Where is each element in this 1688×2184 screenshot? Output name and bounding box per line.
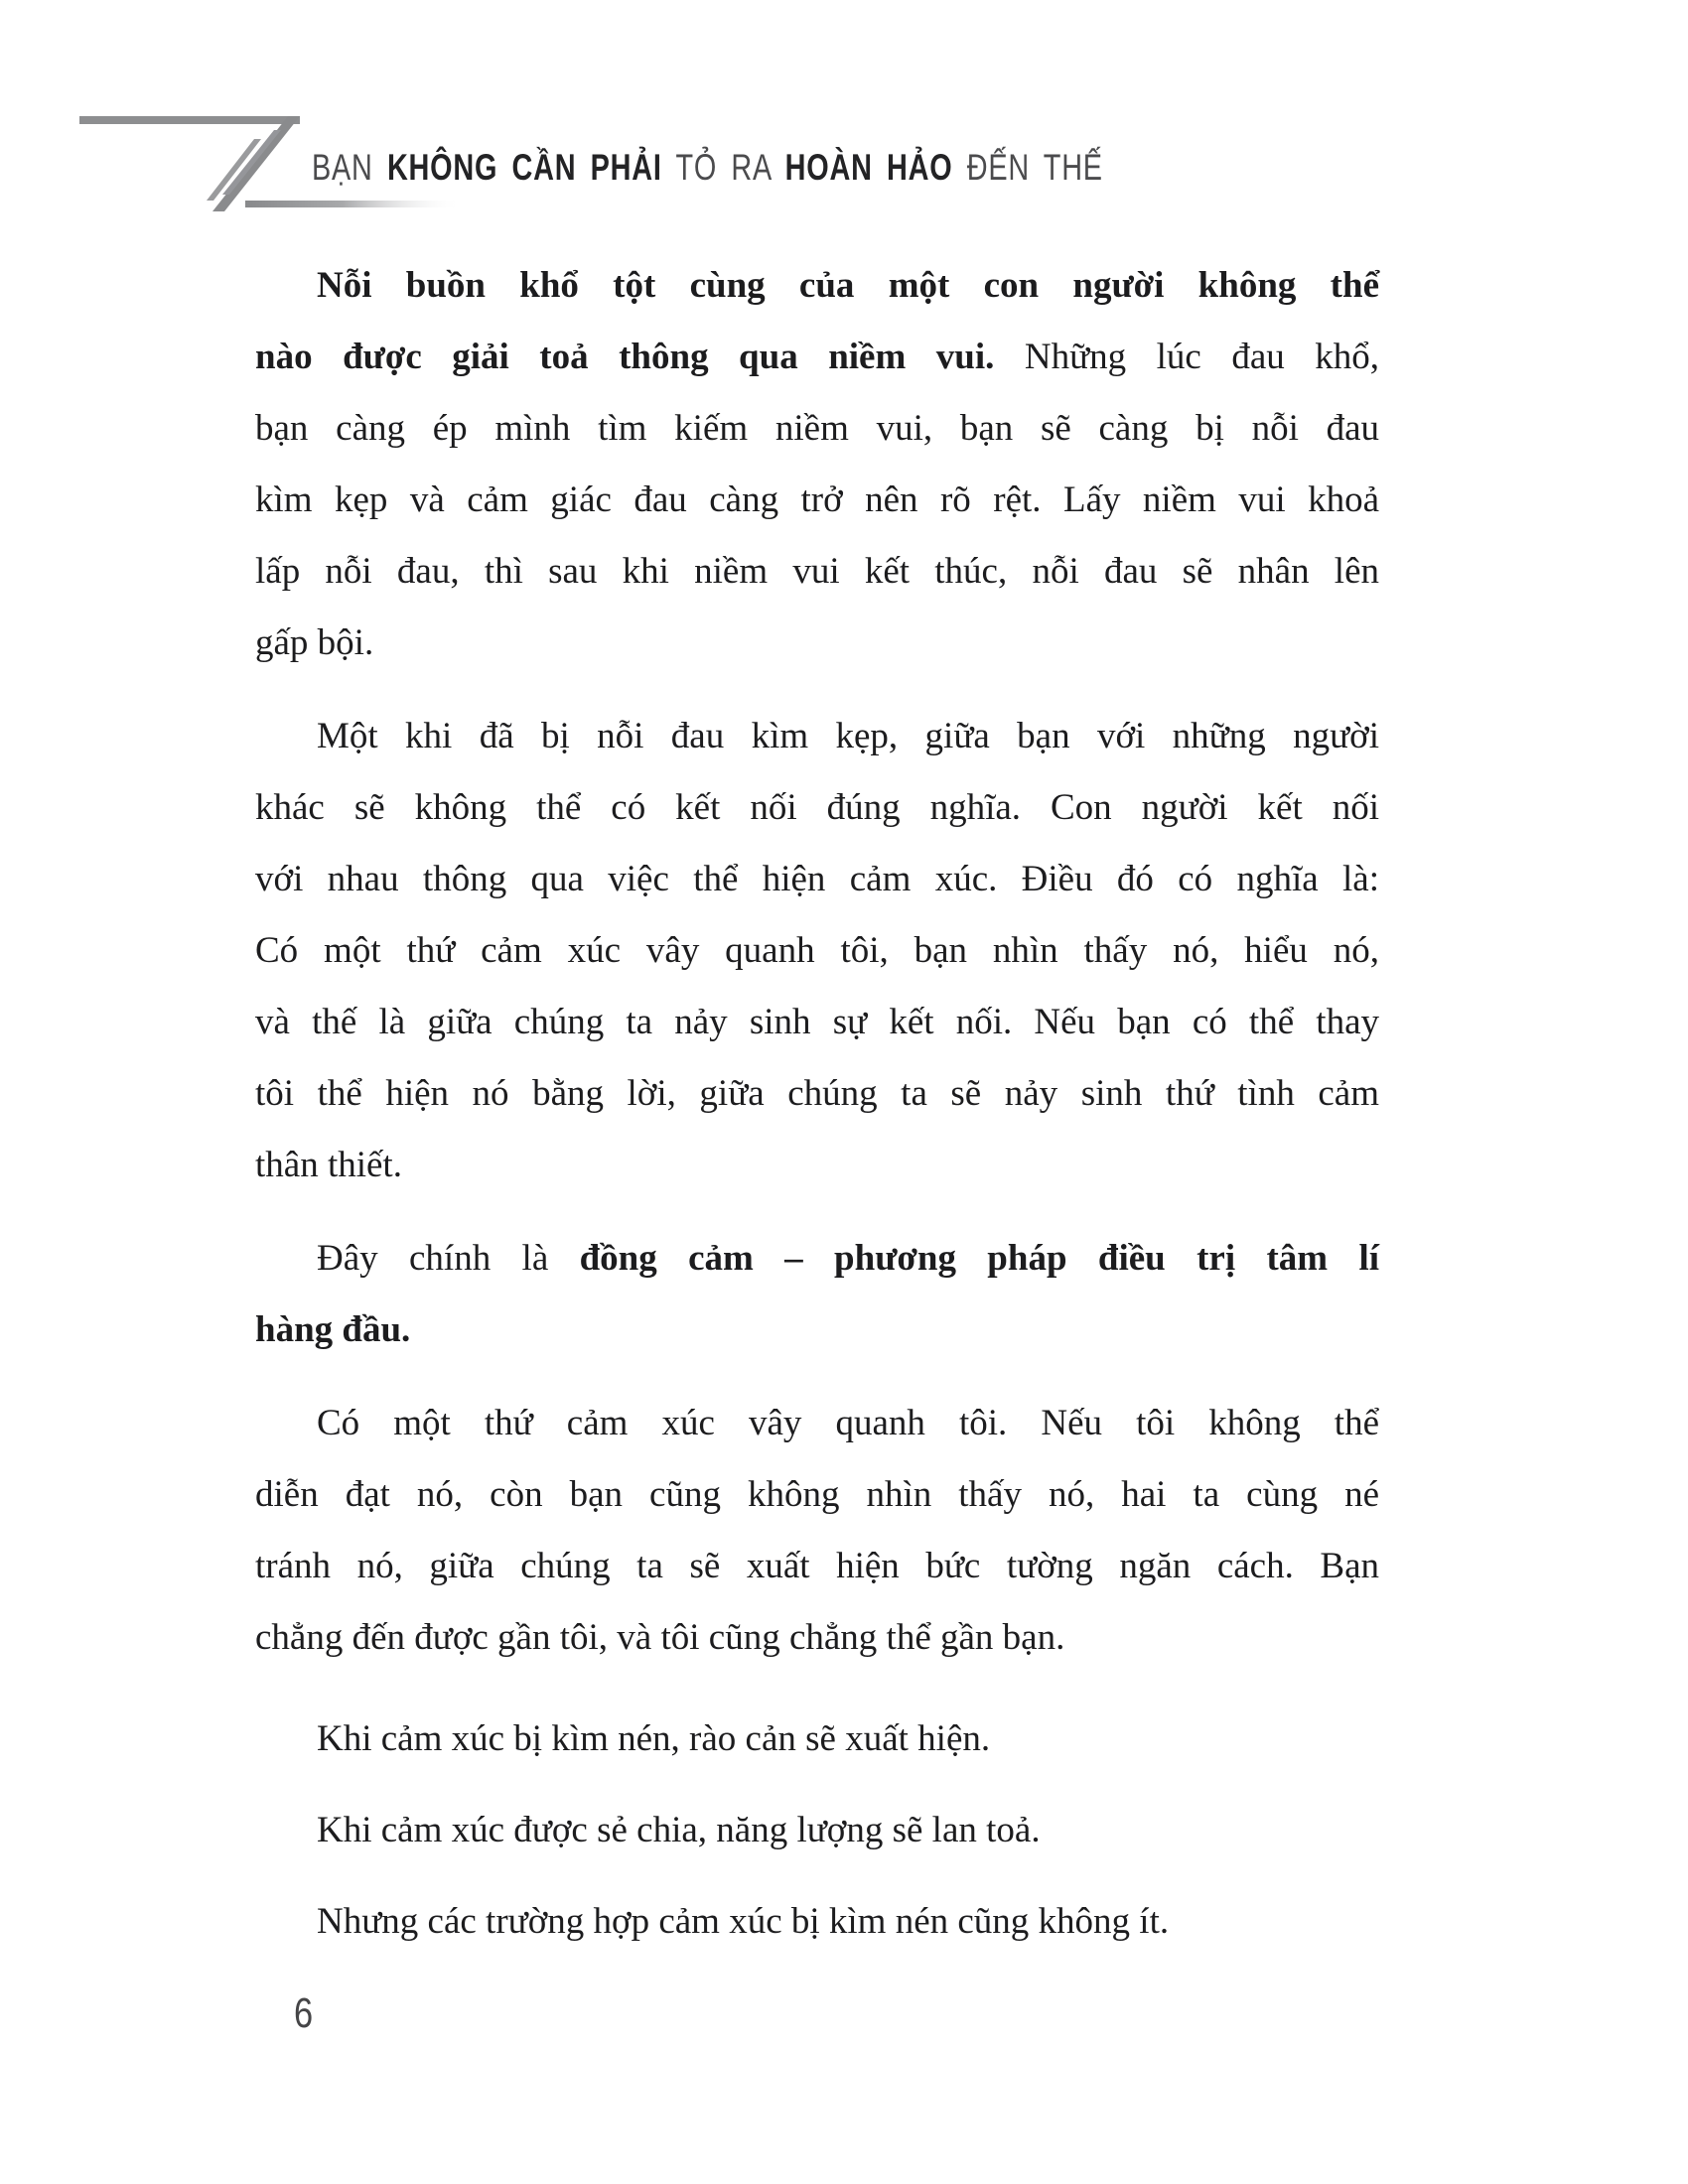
text-segment: Đây chính là bbox=[317, 1238, 580, 1279]
bold-text-segment: đồng cảm – phương pháp điều trị tâm lí bbox=[579, 1238, 1380, 1279]
text-segment: Có một thứ cảm xúc vây quanh tôi. Nếu tôi không thể bbox=[317, 1403, 1379, 1443]
text-line bbox=[255, 322, 1379, 393]
text-line bbox=[255, 465, 1379, 536]
text-segment: Khi cảm xúc được sẻ chia, năng lượng sẽ lan toả. bbox=[317, 1810, 1041, 1850]
text-segment: Nhưng các trường hợp cảm xúc bị kìm nén cũng không ít. bbox=[317, 1901, 1170, 1942]
text-segment: thân thiết. bbox=[255, 1145, 402, 1185]
header-title-bold-segment: KHÔNG CẦN PHẢI bbox=[386, 147, 662, 188]
text-line bbox=[255, 1295, 1379, 1366]
text-segment: tránh nó, giữa chúng ta sẽ xuất hiện bức tường ngăn cách. Bạn bbox=[255, 1546, 1379, 1586]
header-slash-middle bbox=[222, 130, 281, 195]
text-segment: Một khi đã bị nỗi đau kìm kẹp, giữa bạn với những người bbox=[317, 716, 1379, 756]
text-line bbox=[255, 1058, 1379, 1130]
text-segment: bạn càng ép mình tìm kiếm niềm vui, bạn sẽ càng bị nỗi đau bbox=[255, 408, 1379, 449]
header-underline-gradient bbox=[245, 201, 462, 207]
text-line bbox=[255, 1795, 1379, 1866]
header-slash-thick bbox=[212, 116, 300, 211]
text-segment: Có một thứ cảm xúc vây quanh tôi, bạn nhìn thấy nó, hiểu nó, bbox=[255, 930, 1379, 971]
paragraph bbox=[255, 1886, 1379, 1958]
text-segment: khác sẽ không thể có kết nối đúng nghĩa. Con người kết nối bbox=[255, 787, 1379, 828]
text-segment: lấp nỗi đau, thì sau khi niềm vui kết thúc, nỗi đau sẽ nhân lên bbox=[255, 551, 1379, 592]
bold-text-segment: hàng đầu. bbox=[255, 1309, 411, 1350]
text-line bbox=[255, 1886, 1379, 1958]
text-line bbox=[255, 1223, 1379, 1295]
header-top-bar bbox=[79, 116, 300, 124]
text-line bbox=[255, 536, 1379, 608]
text-line bbox=[255, 1388, 1379, 1459]
text-segment: Những lúc đau khổ, bbox=[994, 337, 1379, 377]
paragraph bbox=[255, 1223, 1379, 1366]
text-line bbox=[255, 250, 1379, 322]
body-text bbox=[255, 250, 1379, 1958]
chapter-header bbox=[312, 149, 1103, 187]
text-segment: với nhau thông qua việc thể hiện cảm xúc. Điều đó có nghĩa là: bbox=[255, 859, 1379, 899]
paragraph bbox=[255, 1795, 1379, 1866]
header-title-bold-segment: HOÀN HẢO bbox=[784, 147, 953, 188]
text-line bbox=[255, 1459, 1379, 1531]
page-number: 6 bbox=[294, 1989, 314, 2037]
text-line bbox=[255, 701, 1379, 772]
paragraph bbox=[255, 250, 1379, 679]
header-title-segment: ĐẾN THẾ bbox=[952, 147, 1103, 188]
text-segment: Khi cảm xúc bị kìm nén, rào cản sẽ xuất hiện. bbox=[317, 1718, 991, 1759]
text-segment: và thế là giữa chúng ta nảy sinh sự kết nối. Nếu bạn có thể thay bbox=[255, 1002, 1379, 1042]
text-segment: gấp bội. bbox=[255, 622, 374, 663]
text-line bbox=[255, 987, 1379, 1058]
header-title-segment: BẠN bbox=[312, 147, 387, 188]
text-line bbox=[255, 1130, 1379, 1201]
text-line bbox=[255, 772, 1379, 844]
text-segment: diễn đạt nó, còn bạn cũng không nhìn thấy nó, hai ta cùng né bbox=[255, 1474, 1379, 1515]
paragraph bbox=[255, 1388, 1379, 1674]
text-line bbox=[255, 608, 1379, 679]
paragraph bbox=[255, 1704, 1379, 1775]
paragraph bbox=[255, 701, 1379, 1201]
text-line bbox=[255, 393, 1379, 465]
text-segment: kìm kẹp và cảm giác đau càng trở nên rõ rệt. Lấy niềm vui khoả bbox=[255, 479, 1379, 520]
text-line bbox=[255, 1531, 1379, 1602]
text-line bbox=[255, 915, 1379, 987]
text-segment: chẳng đến được gần tôi, và tôi cũng chẳng thể gần bạn. bbox=[255, 1617, 1065, 1658]
text-line bbox=[255, 1704, 1379, 1775]
bold-text-segment: nào được giải toả thông qua niềm vui. bbox=[255, 337, 995, 377]
text-line bbox=[255, 1602, 1379, 1674]
header-title-segment: TỎ RA bbox=[661, 147, 785, 188]
bold-text-segment: Nỗi buồn khổ tột cùng của một con người không thể bbox=[317, 265, 1379, 306]
header-decoration bbox=[0, 0, 516, 228]
text-segment: tôi thể hiện nó bằng lời, giữa chúng ta sẽ nảy sinh thứ tình cảm bbox=[255, 1073, 1379, 1114]
text-line bbox=[255, 844, 1379, 915]
